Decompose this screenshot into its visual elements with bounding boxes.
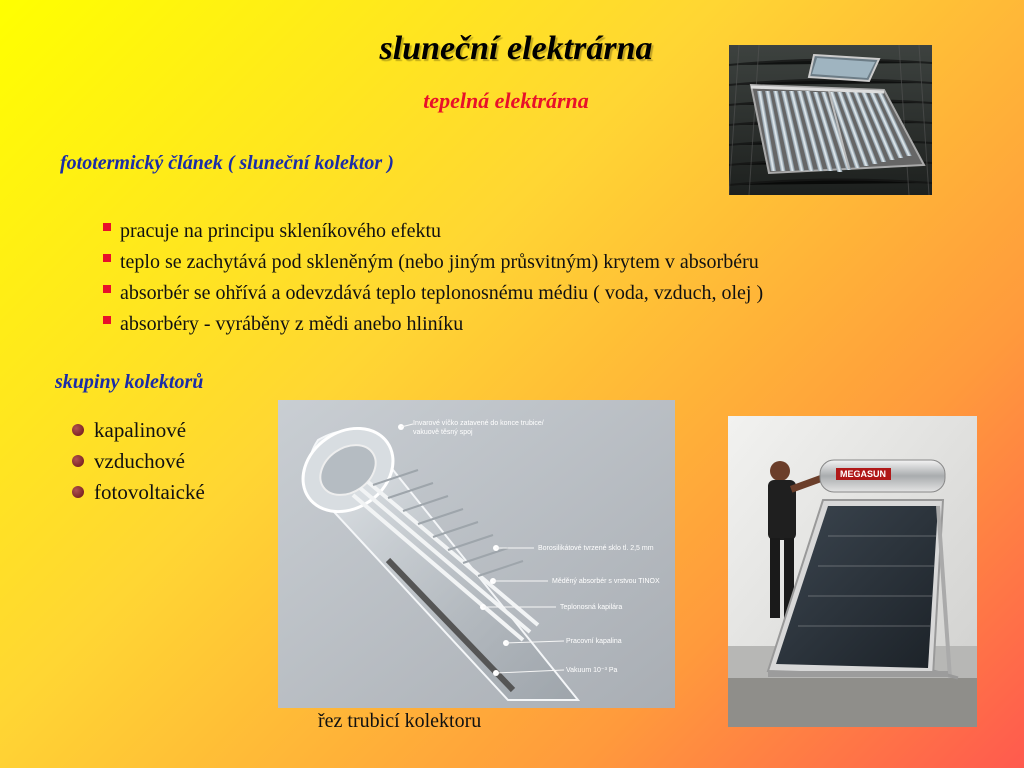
- tube-label-fluid: Pracovní kapalina: [566, 638, 622, 645]
- bullet-text: pracuje na principu skleníkového efektu: [120, 220, 441, 242]
- bullet-item: [103, 309, 763, 340]
- tube-label-absorber: Měděný absorbér s vrstvou TINOX: [552, 578, 660, 585]
- bullet-item: [103, 216, 763, 247]
- slide-title: sluneční elektrárna: [379, 30, 653, 67]
- bullet-text: teplo se zachytává pod skleněným (nebo jiným průsvitným) krytem v absorbéru: [120, 251, 759, 273]
- square-bullet-icon: [103, 316, 111, 324]
- group-item: [72, 477, 205, 508]
- round-bullet-icon: [72, 455, 84, 467]
- tube-diagram-caption: řez trubicí kolektoru: [318, 710, 482, 732]
- bullet-item: [103, 278, 763, 309]
- group-text: fotovoltaické: [94, 480, 205, 504]
- slide-subtitle: tepelná elektrárna: [423, 88, 589, 113]
- tube-label-seal: vakuově těsný spoj: [413, 429, 473, 436]
- tube-cross-section-diagram: [278, 400, 675, 708]
- group-item: [72, 446, 205, 477]
- tube-label-invar: Invarové víčko zatavené do konce trubice/: [413, 420, 544, 427]
- tube-label-vacuum: Vakuum 10⁻³ Pa: [566, 667, 618, 674]
- megasun-logo-text: MEGASUN: [840, 469, 887, 479]
- section-heading-collector: fototermický článek ( sluneční kolektor ): [60, 152, 394, 174]
- round-bullet-icon: [72, 486, 84, 498]
- roof-collector-photo: [729, 45, 932, 195]
- group-text: kapalinové: [94, 418, 187, 442]
- group-item: [72, 415, 205, 446]
- bullet-text: absorbéry - vyráběny z mědi anebo hliníku: [120, 313, 464, 335]
- round-bullet-icon: [72, 424, 84, 436]
- square-bullet-icon: [103, 254, 111, 262]
- tube-label-glass: Borosilikátové tvrzené sklo tl. 2,5 mm: [538, 545, 654, 552]
- collector-groups-list: [72, 415, 205, 508]
- tube-label-capillary: Teplonosná kapilára: [560, 604, 623, 611]
- square-bullet-icon: [103, 223, 111, 231]
- square-bullet-icon: [103, 285, 111, 293]
- bullet-item: [103, 247, 763, 278]
- bullet-text: absorbér se ohřívá a odevzdává teplo teplonosnému médiu ( voda, vzduch, olej ): [120, 282, 764, 304]
- section-heading-groups: skupiny kolektorů: [55, 371, 204, 393]
- collector-bullet-list: [103, 216, 763, 340]
- group-text: vzduchové: [94, 449, 185, 473]
- flat-collector-photo: [728, 416, 977, 727]
